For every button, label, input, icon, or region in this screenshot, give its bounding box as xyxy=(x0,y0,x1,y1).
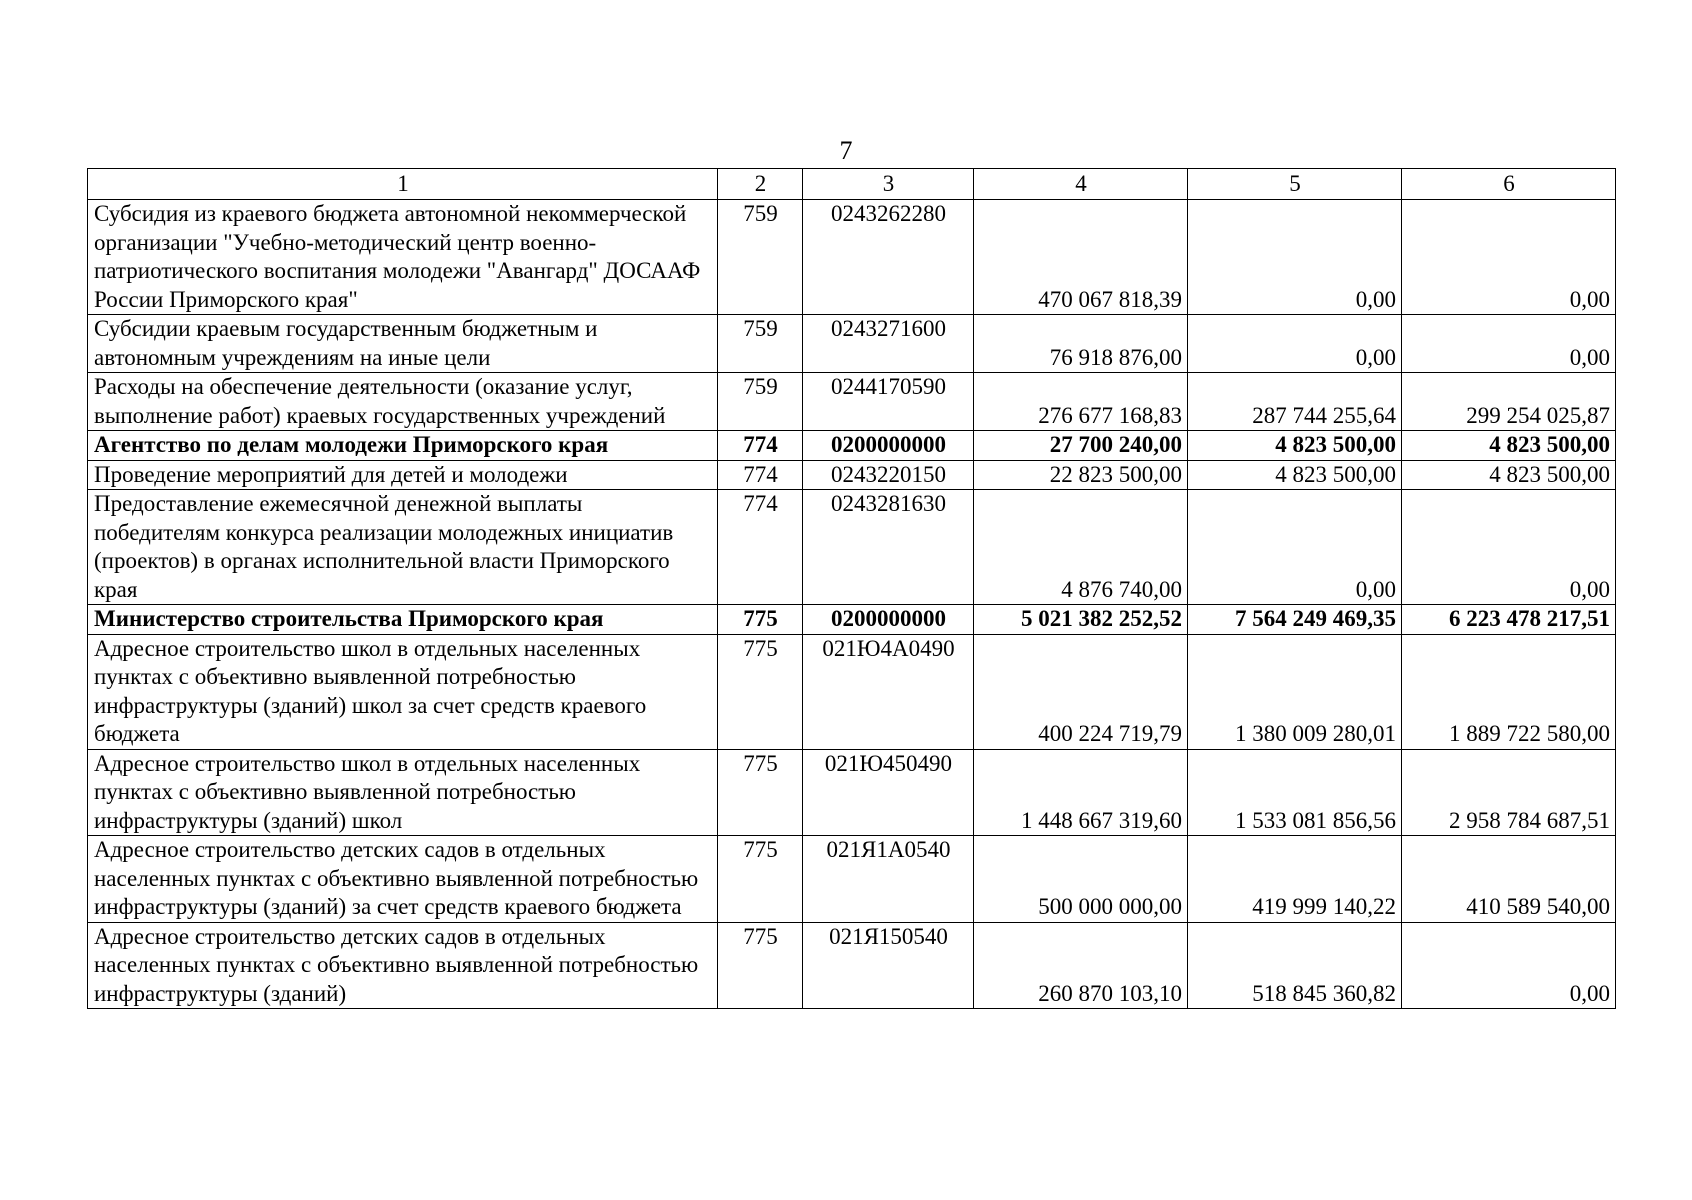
row-code-cell: 021Ю450490 xyxy=(803,749,974,836)
row-name-cell: Агентство по делам молодежи Приморского края xyxy=(88,431,718,461)
row-amount-2-cell: 287 744 255,64 xyxy=(1188,373,1402,431)
page-number: 7 xyxy=(839,136,853,165)
row-name-cell: Проведение мероприятий для детей и молодежи xyxy=(88,460,718,490)
row-name-cell: Субсидия из краевого бюджета автономной некоммерческой организации "Учебно-методический центр военно-патриотического воспитания молодежи "Авангард" ДОСААФ России Приморского края" xyxy=(88,200,718,315)
row-grbs-cell: 774 xyxy=(718,431,803,461)
row-grbs-cell: 759 xyxy=(718,373,803,431)
row-amount-2-cell: 419 999 140,22 xyxy=(1188,836,1402,923)
row-amount-1-cell: 5 021 382 252,52 xyxy=(974,605,1188,635)
header-cell-1: 1 xyxy=(88,169,718,200)
row-amount-3-cell: 0,00 xyxy=(1402,200,1616,315)
row-grbs-cell: 759 xyxy=(718,200,803,315)
row-name-cell: Адресное строительство школ в отдельных населенных пунктах с объективно выявленной потребностью инфраструктуры (зданий) школ за счет средств краевого бюджета xyxy=(88,634,718,749)
row-amount-3-cell: 4 823 500,00 xyxy=(1402,460,1616,490)
row-name-cell: Субсидии краевым государственным бюджетным и автономным учреждениям на иные цели xyxy=(88,315,718,373)
row-amount-1-cell: 27 700 240,00 xyxy=(974,431,1188,461)
row-amount-2-cell: 4 823 500,00 xyxy=(1188,460,1402,490)
header-cell-4: 4 xyxy=(974,169,1188,200)
table-row xyxy=(88,749,1616,836)
table-row xyxy=(88,605,1616,635)
row-name-cell: Расходы на обеспечение деятельности (оказание услуг, выполнение работ) краевых государственных учреждений xyxy=(88,373,718,431)
row-code-cell: 0243220150 xyxy=(803,460,974,490)
row-code-cell: 0200000000 xyxy=(803,431,974,461)
row-grbs-cell: 775 xyxy=(718,634,803,749)
row-amount-1-cell: 470 067 818,39 xyxy=(974,200,1188,315)
header-row xyxy=(88,169,1616,200)
row-amount-3-cell: 0,00 xyxy=(1402,490,1616,605)
row-amount-2-cell: 4 823 500,00 xyxy=(1188,431,1402,461)
row-code-cell: 0243281630 xyxy=(803,490,974,605)
row-amount-1-cell: 276 677 168,83 xyxy=(974,373,1188,431)
row-name-cell: Адресное строительство детских садов в отдельных населенных пунктах с объективно выявленной потребностью инфраструктуры (зданий) xyxy=(88,922,718,1009)
row-amount-1-cell: 1 448 667 319,60 xyxy=(974,749,1188,836)
table-row xyxy=(88,373,1616,431)
row-code-cell: 0244170590 xyxy=(803,373,974,431)
table-row xyxy=(88,460,1616,490)
header-cell-3: 3 xyxy=(803,169,974,200)
row-code-cell: 021Я150540 xyxy=(803,922,974,1009)
row-grbs-cell: 775 xyxy=(718,749,803,836)
row-code-cell: 0243262280 xyxy=(803,200,974,315)
row-name-cell: Адресное строительство школ в отдельных населенных пунктах с объективно выявленной потребностью инфраструктуры (зданий) школ xyxy=(88,749,718,836)
row-grbs-cell: 774 xyxy=(718,460,803,490)
row-name-cell: Министерство строительства Приморского края xyxy=(88,605,718,635)
row-amount-1-cell: 76 918 876,00 xyxy=(974,315,1188,373)
row-amount-3-cell: 0,00 xyxy=(1402,315,1616,373)
row-amount-3-cell: 6 223 478 217,51 xyxy=(1402,605,1616,635)
row-grbs-cell: 775 xyxy=(718,922,803,1009)
row-amount-3-cell: 410 589 540,00 xyxy=(1402,836,1616,923)
row-amount-2-cell: 0,00 xyxy=(1188,315,1402,373)
row-name-cell: Предоставление ежемесячной денежной выплаты победителям конкурса реализации молодежных инициатив (проектов) в органах исполнительной власти Приморского края xyxy=(88,490,718,605)
row-grbs-cell: 774 xyxy=(718,490,803,605)
table-row xyxy=(88,634,1616,749)
header-cell-6: 6 xyxy=(1402,169,1616,200)
row-code-cell: 021Ю4А0490 xyxy=(803,634,974,749)
row-name-cell: Адресное строительство детских садов в отдельных населенных пунктах с объективно выявленной потребностью инфраструктуры (зданий) за счет средств краевого бюджета xyxy=(88,836,718,923)
budget-table xyxy=(87,168,1616,1009)
row-amount-3-cell: 4 823 500,00 xyxy=(1402,431,1616,461)
table-row xyxy=(88,490,1616,605)
row-amount-3-cell: 299 254 025,87 xyxy=(1402,373,1616,431)
table-row xyxy=(88,315,1616,373)
row-amount-1-cell: 500 000 000,00 xyxy=(974,836,1188,923)
row-grbs-cell: 775 xyxy=(718,836,803,923)
row-code-cell: 021Я1А0540 xyxy=(803,836,974,923)
header-cell-5: 5 xyxy=(1188,169,1402,200)
row-amount-1-cell: 400 224 719,79 xyxy=(974,634,1188,749)
row-code-cell: 0243271600 xyxy=(803,315,974,373)
row-amount-1-cell: 22 823 500,00 xyxy=(974,460,1188,490)
row-amount-2-cell: 1 533 081 856,56 xyxy=(1188,749,1402,836)
row-amount-2-cell: 0,00 xyxy=(1188,200,1402,315)
row-amount-2-cell: 518 845 360,82 xyxy=(1188,922,1402,1009)
table-row xyxy=(88,922,1616,1009)
table-row xyxy=(88,200,1616,315)
header-cell-2: 2 xyxy=(718,169,803,200)
row-amount-3-cell: 1 889 722 580,00 xyxy=(1402,634,1616,749)
row-grbs-cell: 759 xyxy=(718,315,803,373)
row-amount-2-cell: 1 380 009 280,01 xyxy=(1188,634,1402,749)
row-amount-3-cell: 0,00 xyxy=(1402,922,1616,1009)
row-amount-3-cell: 2 958 784 687,51 xyxy=(1402,749,1616,836)
table-row xyxy=(88,431,1616,461)
row-amount-1-cell: 260 870 103,10 xyxy=(974,922,1188,1009)
table-row xyxy=(88,836,1616,923)
row-amount-2-cell: 7 564 249 469,35 xyxy=(1188,605,1402,635)
row-grbs-cell: 775 xyxy=(718,605,803,635)
row-amount-1-cell: 4 876 740,00 xyxy=(974,490,1188,605)
row-amount-2-cell: 0,00 xyxy=(1188,490,1402,605)
row-code-cell: 0200000000 xyxy=(803,605,974,635)
